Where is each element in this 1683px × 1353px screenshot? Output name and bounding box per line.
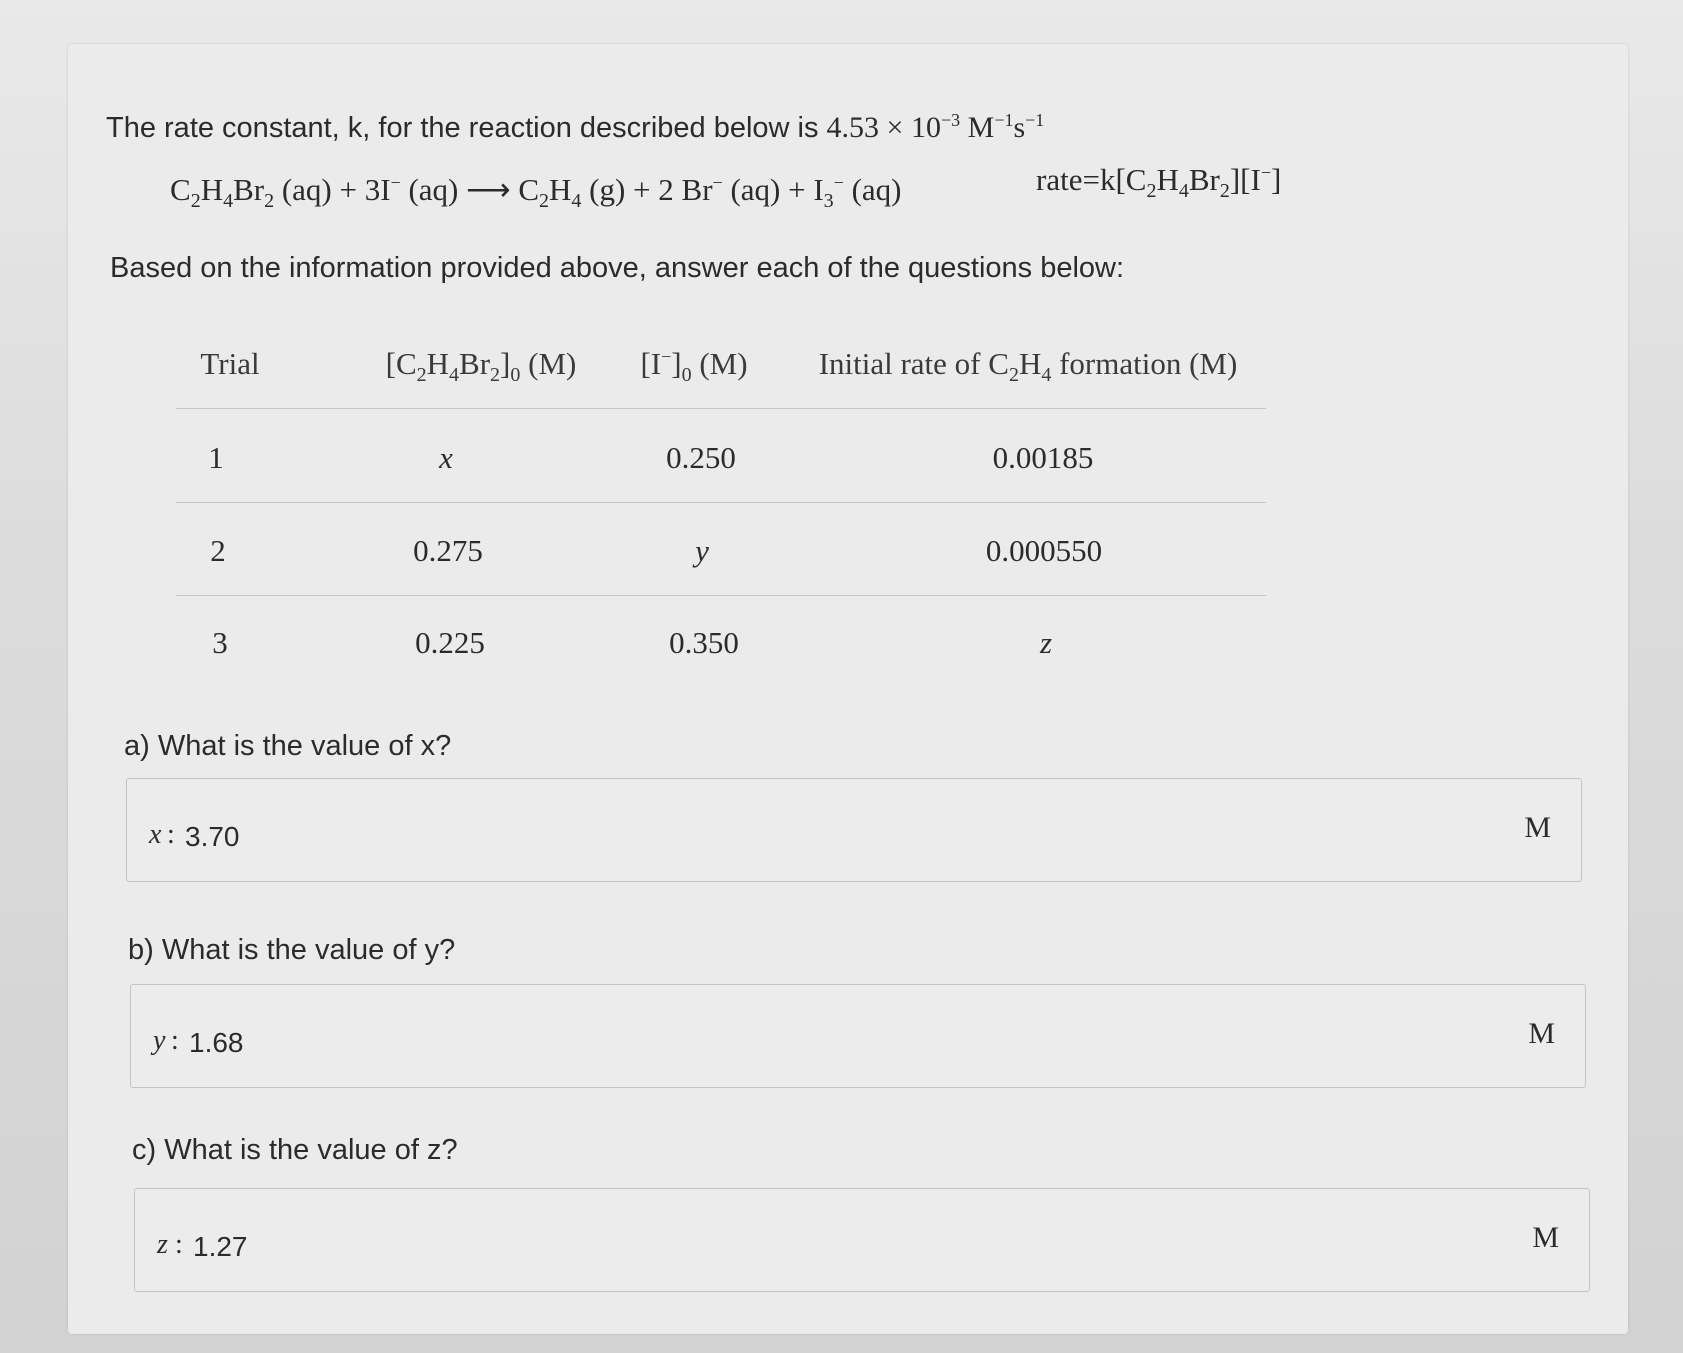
eq-p1-h: H	[549, 172, 572, 207]
header-conc2-zero: 0	[681, 364, 692, 387]
header-rate-h: H	[1018, 346, 1042, 381]
header-conc1-br-sub: 2	[490, 364, 501, 387]
header-rate-h-sub: 4	[1041, 364, 1052, 387]
header-conc1-h-sub: 4	[449, 364, 460, 387]
chemical-equation	[170, 172, 901, 213]
eq-p1-c: C	[518, 172, 539, 207]
eq-r1-br-sub: 2	[264, 190, 275, 213]
rate-constant-value	[827, 111, 1045, 144]
rate-law-middle: ][I	[1229, 162, 1261, 197]
rate-law-h-sub: 4	[1178, 180, 1189, 203]
header-conc1-pre: [C	[385, 346, 417, 381]
question-b-label: b) What is the value of y?	[128, 934, 456, 966]
answer-z-value[interactable]: 1.27	[193, 1231, 248, 1262]
header-rate-c-sub: 2	[1008, 364, 1019, 387]
eq-p2-charge: −	[712, 172, 723, 193]
eq-r1-h: H	[200, 172, 224, 207]
header-conc1-zero: 0	[510, 364, 521, 387]
rate-law	[1036, 162, 1281, 203]
k-unit-m-exponent: −1	[994, 110, 1014, 130]
rate-law-br: Br	[1188, 162, 1220, 197]
answer-z-unit: M	[1532, 1221, 1559, 1254]
header-trial: Trial	[200, 346, 260, 381]
eq-r2-charge: −	[390, 172, 401, 193]
row2-trial: 2	[210, 533, 226, 568]
header-conc1-close: ]	[500, 346, 511, 381]
header-conc2	[640, 346, 747, 387]
header-conc2-charge: −	[661, 346, 672, 367]
row1-trial: 1	[208, 440, 224, 475]
header-conc2-unit: (M)	[699, 346, 748, 381]
eq-plus-3: +	[788, 172, 806, 207]
header-rate	[819, 346, 1238, 387]
table-header-rule	[176, 408, 1266, 409]
reaction-arrow-icon: ⟶	[466, 172, 511, 207]
header-conc1-unit: (M)	[528, 346, 577, 381]
eq-r2-phase: (aq)	[408, 172, 459, 207]
k-unit-m: M	[967, 111, 995, 144]
eq-r1-phase: (aq)	[281, 172, 332, 207]
header-conc2-pre: [I	[640, 346, 662, 381]
eq-plus-2: +	[633, 172, 651, 207]
answer-x-colon: :	[167, 819, 175, 850]
header-conc2-close: ]	[671, 346, 682, 381]
intro-text: The rate constant, k, for the reaction described below is	[106, 112, 819, 144]
header-rate-post: formation (M)	[1059, 346, 1238, 381]
row1-conc1: x	[439, 440, 453, 475]
row2-conc2: y	[695, 533, 709, 568]
answer-x-var: x	[149, 819, 162, 850]
answer-field-z[interactable]	[134, 1188, 1590, 1292]
answer-z-colon: :	[175, 1229, 183, 1260]
k-unit-s-exponent: −1	[1025, 110, 1045, 130]
answer-field-x[interactable]	[126, 778, 1582, 882]
answer-x-value[interactable]: 3.70	[185, 821, 240, 852]
row3-conc1: 0.225	[415, 625, 485, 660]
table-row-rule	[176, 502, 1266, 503]
row3-rate: z	[1039, 625, 1053, 660]
eq-r1-h-sub: 4	[223, 190, 234, 213]
eq-r1-br: Br	[233, 172, 265, 207]
answer-x-unit: M	[1524, 811, 1551, 844]
eq-p3-sub: 3	[823, 190, 834, 213]
answer-y-unit: M	[1528, 1017, 1555, 1050]
answer-field-y[interactable]	[130, 984, 1586, 1088]
eq-r1-c: C	[170, 172, 191, 207]
rate-law-br-sub: 2	[1219, 180, 1230, 203]
header-conc1-c-sub: 2	[416, 364, 427, 387]
rate-law-h: H	[1156, 162, 1179, 197]
eq-plus-1: +	[339, 172, 357, 207]
eq-p2-coeff: 2	[658, 172, 674, 207]
k-times: ×	[886, 111, 904, 144]
row2-conc1: 0.275	[413, 533, 483, 568]
header-conc1-br: Br	[459, 346, 491, 381]
table-row-rule	[176, 595, 1266, 596]
row3-conc2: 0.350	[669, 625, 739, 660]
header-conc1-h: H	[426, 346, 450, 381]
rate-law-prefix: rate=k[C	[1036, 162, 1147, 197]
header-rate-pre: Initial rate of C	[818, 346, 1009, 381]
eq-p1-c-sub: 2	[539, 190, 549, 213]
rate-law-c-sub: 2	[1146, 180, 1157, 203]
question-a-label: a) What is the value of x?	[124, 730, 452, 762]
eq-p2: Br	[681, 172, 713, 207]
eq-r2-coeff: 3	[364, 172, 381, 207]
answer-y-var: y	[153, 1025, 166, 1056]
eq-r1-c-sub: 2	[190, 190, 201, 213]
answer-y-value[interactable]: 1.68	[189, 1027, 244, 1058]
eq-p3-phase: (aq)	[851, 172, 902, 207]
row3-trial: 3	[212, 625, 228, 660]
row2-rate: 0.000550	[985, 533, 1103, 568]
question-c-label: c) What is the value of z?	[132, 1134, 458, 1166]
problem-statement	[106, 110, 1044, 145]
eq-p1-phase: (g)	[589, 172, 626, 207]
question-card	[68, 44, 1628, 1334]
eq-p2-phase: (aq)	[730, 172, 781, 207]
eq-p3: I	[813, 172, 824, 207]
k-exponent: −3	[940, 110, 961, 130]
answer-y-colon: :	[171, 1025, 179, 1056]
eq-r2: I	[380, 172, 391, 207]
header-conc1	[386, 346, 577, 387]
row1-rate: 0.00185	[992, 440, 1094, 475]
answer-z-var: z	[157, 1229, 168, 1260]
rate-law-suffix: ]	[1270, 162, 1282, 197]
instructions: Based on the information provided above, answer each of the questions below:	[110, 252, 1125, 284]
k-mantissa: 4.53	[826, 111, 880, 144]
row1-conc2: 0.250	[666, 440, 736, 475]
eq-p1-h-sub: 4	[571, 190, 582, 213]
eq-p3-charge: −	[833, 172, 844, 193]
rate-law-charge: −	[1260, 162, 1271, 183]
k-base: 10	[910, 111, 941, 144]
k-unit-s: s	[1013, 111, 1026, 144]
